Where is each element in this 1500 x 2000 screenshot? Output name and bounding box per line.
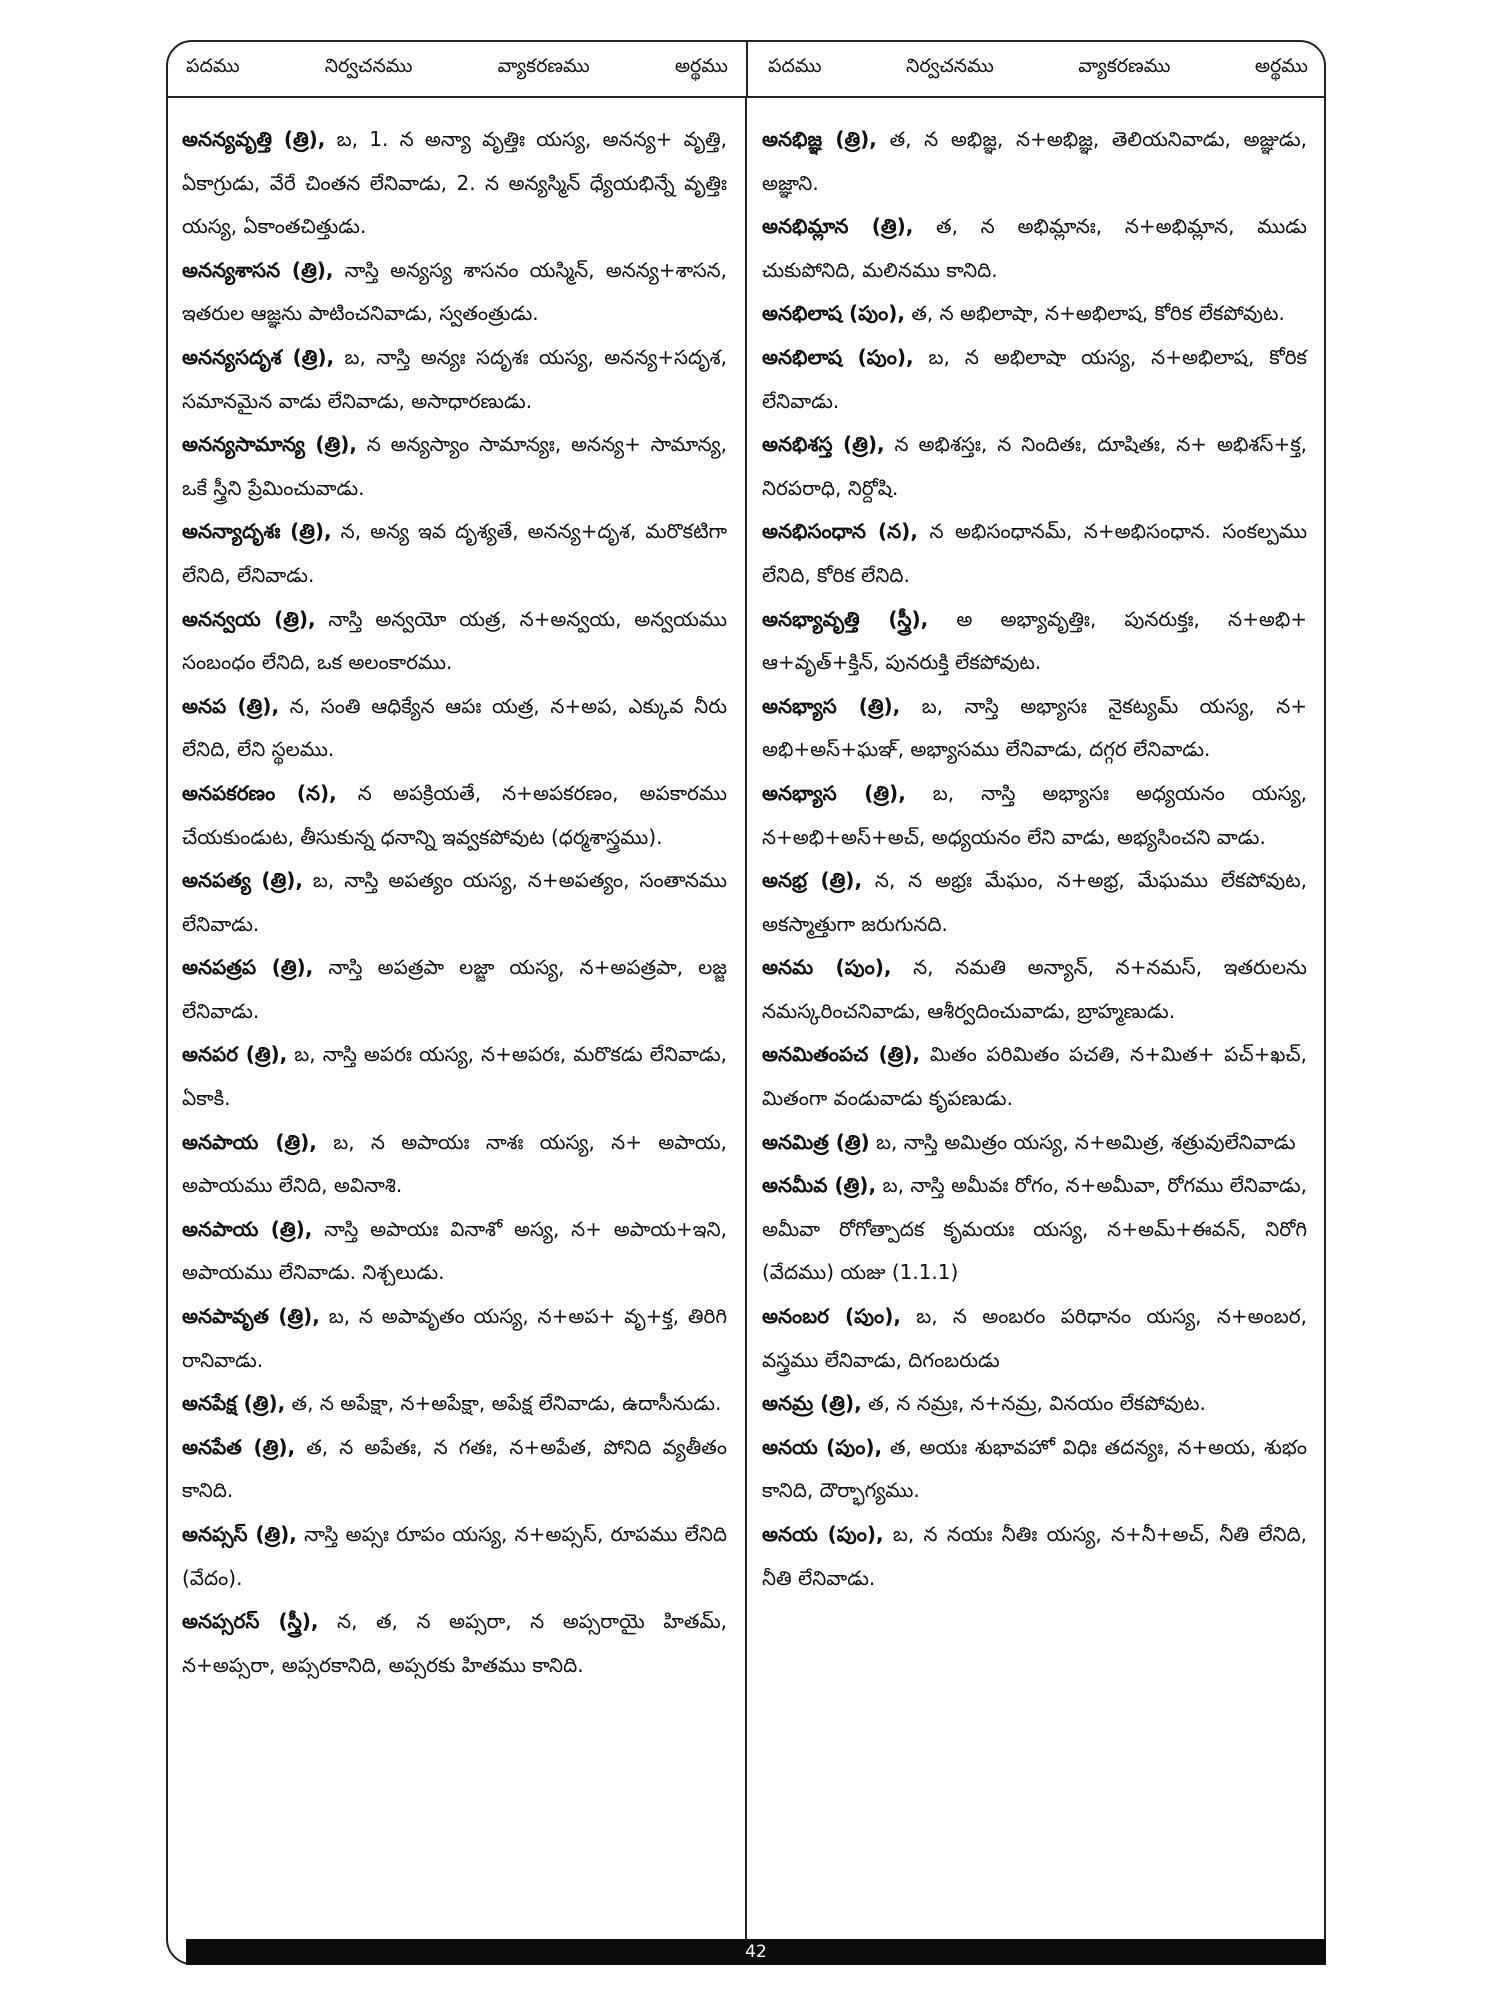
header-definition: నిర్వచనము	[906, 54, 994, 77]
entry-definition: త, న అపేక్షా, న+అపేక్షా, అపేక్ష లేనివాడు, ఉదాసీనుడు.	[285, 1391, 722, 1416]
entry-definition: న, సంతి ఆధిక్యేన ఆపః యత్ర, న+అప, ఎక్కువ నీరు లేనిది, లేని స్థలము.	[182, 693, 727, 762]
dictionary-entry	[762, 859, 1307, 946]
headword: అనపేక్ష (త్రి),	[182, 1391, 286, 1416]
entry-definition: బ, న నయః నీతిః యస్య, న+నీ+అచ్, నీతి లేనిది, నీతి లేనివాడు.	[762, 1522, 1308, 1590]
entry-definition: నాస్తి అపాయః వినాశో అస్య, న+ అపాయ+ఇని, అపాయము లేనివాడు. నిశ్చలుడు.	[182, 1216, 727, 1285]
entry-definition: బ, నాస్తి అపరః యస్య, న+అపరః, మరొకడు లేనివాడు, ఏకాకి.	[182, 1042, 727, 1111]
header-grammar: వ్యాకరణము	[1078, 54, 1171, 77]
headword: అనభ్యావృత్తి (స్త్రీ),	[762, 606, 929, 631]
dictionary-entry	[182, 1208, 727, 1295]
entry-definition: నాస్తి అన్యస్య శాసనం యస్మిన్, అనన్య+శాసన, ఇతరుల ఆజ్ఞను పాటించనివాడు, స్వతంత్రుడు.	[182, 257, 728, 326]
headword: అనభిసంధాన (న),	[762, 519, 918, 544]
dictionary-entry	[762, 1033, 1307, 1120]
dictionary-entry	[762, 510, 1307, 597]
entry-definition: బ, నాస్తి అమీవః రోగం, న+అమీవా, రోగము లేనివాడు, అమీవా రోగోత్పాదక కృమయః యస్య, న+అమ్+ఈవన్, నిరోగి (వేదము) యజు (1.1.1)	[762, 1173, 1307, 1285]
dictionary-entry	[762, 1426, 1307, 1513]
dictionary-entry	[182, 423, 727, 510]
dictionary-entry	[182, 1600, 727, 1687]
dictionary-entry	[762, 1513, 1307, 1600]
header-left	[166, 40, 746, 96]
dictionary-entry	[762, 423, 1307, 510]
headword: అనమ్ర (త్రి),	[762, 1391, 862, 1416]
headword: అనమిత్ర (త్రి)	[762, 1129, 870, 1154]
entry-definition: న అభిశస్తః, న నిందితః, దూషితః, న+ అభిశస్+క్త, నిరపరాధి, నిర్దోషి.	[762, 432, 1308, 500]
entry-definition: త, న నమ్రః, న+నమ్ర, వినయం లేకపోవుట.	[861, 1391, 1206, 1416]
headword: అనన్వయ (త్రి),	[182, 606, 316, 631]
column-divider	[745, 98, 747, 1940]
entry-definition: నాస్తి అప్సః రూపం యస్య, న+అప్సస్, రూపము లేనిది (వేదం).	[182, 1522, 727, 1590]
entry-definition: బ, న అపాయః నాశః యస్య, న+ అపాయ, అపాయము లేనిది, అవినాశి.	[182, 1129, 727, 1198]
page-footer	[186, 1939, 1326, 1965]
dictionary-entry	[182, 1033, 727, 1120]
headword: అనన్యాదృశః (త్రి),	[182, 519, 332, 544]
dictionary-entry	[182, 1121, 727, 1208]
entry-definition: బ, నాస్తి అపత్యం యస్య, న+అపత్యం, సంతానము లేనివాడు.	[182, 868, 727, 936]
entry-definition: న అన్యస్యాం సామాన్యః, అనన్య+ సామాన్య, ఒకే స్త్రీని ప్రేమించువాడు.	[182, 432, 727, 500]
headword: అనపాయ (త్రి),	[182, 1216, 313, 1241]
dictionary-entry	[182, 1426, 727, 1513]
headword: అనపత్య (త్రి),	[182, 868, 303, 893]
headword: అనప్సస్ (త్రి),	[182, 1522, 297, 1546]
headword: అనయ (పుం),	[762, 1522, 884, 1546]
headword: అనన్యవృత్తి (త్రి),	[182, 127, 326, 151]
headword: అనపర (త్రి),	[182, 1042, 288, 1067]
header-definition: నిర్వచనము	[324, 54, 413, 77]
column-header	[166, 40, 1326, 98]
entry-definition: త, అయః శుభావహో విధిః తదన్యః, న+అయ, శుభం కానిది, దౌర్భాగ్యము.	[762, 1434, 1307, 1503]
dictionary-entry	[762, 772, 1307, 859]
header-word: పదము	[768, 54, 822, 77]
headword: అనమ (పుం),	[762, 955, 892, 980]
headword: అనంబర (పుం),	[762, 1304, 901, 1329]
entry-definition: త, న అభిలాషా, న+అభిలాష, కోరిక లేకపోవుట.	[904, 301, 1285, 326]
dictionary-entry	[182, 1382, 727, 1426]
entry-definition: న, త, న అప్సరా, న అప్సరాయై హితమ్, న+అప్సరా, అప్సరకానిది, అప్సరకు హితము కానిది.	[182, 1609, 727, 1677]
entry-definition: త, న అభిజ్ఞ, న+అభిజ్ఞ, తెలియనివాడు, అజ్ఞుడు, అజ్ఞాని.	[762, 127, 1307, 195]
dictionary-entry	[762, 1121, 1307, 1165]
headword: అనన్యసామాన్య (త్రి),	[182, 432, 357, 457]
dictionary-entry	[762, 598, 1307, 685]
entry-definition: న అపక్రియతే, న+అపకరణం, అపకారము చేయకుండుట, తీసుకున్న ధనాన్ని ఇవ్వకపోవుట (ధర్మశాస్త్రము).	[182, 780, 727, 849]
entry-definition: బ, న అపావృతం యస్య, న+అప+ వృ+క్త, తిరిగి రానివాడు.	[182, 1304, 728, 1372]
headword: అనభిజ్ఞ (త్రి),	[762, 127, 877, 151]
dictionary-entry	[182, 118, 727, 249]
right-column	[762, 118, 1307, 1600]
headword: అనభిలాష (పుం),	[762, 344, 914, 369]
entry-definition: బ, నాస్తి అమిత్రం యస్య, న+అమిత్ర, శత్రువులేనివాడు	[869, 1129, 1296, 1154]
headword: అనపావృత (త్రి),	[182, 1304, 320, 1329]
header-right	[746, 40, 1326, 96]
entry-definition: బ, 1. న అన్యా వృత్తిః యస్య, అనన్య+ వృత్తి, ఏకాగ్రుడు, వేరే చింతన లేనివాడు, 2. న అన్యస్మిన్ ధ్యేయభిన్నే వృత్తిః యస్య, ఏకాంతచిత్తుడు.	[182, 127, 727, 239]
header-grammar: వ్యాకరణము	[497, 54, 590, 77]
headword: అనభిశస్త (త్రి),	[762, 432, 885, 457]
dictionary-entry	[762, 205, 1307, 292]
dictionary-entry	[182, 1513, 727, 1600]
headword: అనపేత (త్రి),	[182, 1434, 296, 1459]
dictionary-entry	[182, 598, 727, 685]
dictionary-entry	[762, 292, 1307, 336]
dictionary-entry	[762, 1295, 1307, 1382]
entry-definition: న, అన్య ఇవ దృశ్యతే, అనన్య+దృశ, మరొకటిగా లేనిది, లేనివాడు.	[182, 519, 727, 587]
page-number: 42	[745, 1942, 767, 1962]
header-word: పదము	[186, 54, 240, 77]
headword: అనభ్ర (త్రి),	[762, 868, 863, 893]
entry-definition: త, న అభిమ్లానః, న+అభిమ్లాన, ముడు చుకుపోనిది, మలినము కానిది.	[762, 214, 1307, 282]
headword: అనయ (పుం),	[762, 1434, 883, 1459]
header-meaning: అర్థము	[674, 54, 728, 77]
dictionary-entry	[762, 946, 1307, 1033]
header-meaning: అర్థము	[1254, 54, 1308, 77]
dictionary-entry	[182, 685, 727, 772]
entry-definition: బ, న అంబరం పరిధానం యస్య, న+అంబర, వస్త్రము లేనివాడు, దిగంబరుడు	[762, 1304, 1307, 1372]
dictionary-entry	[762, 685, 1307, 772]
entry-definition: న, న అభ్రః మేఘం, న+అభ్ర, మేఘము లేకపోవుట, అకస్మాత్తుగా జరుగునది.	[762, 868, 1307, 936]
entry-definition: త, న అపేతః, న గతః, న+అపేత, పోనిది వ్యతీతం కానిది.	[182, 1434, 727, 1503]
headword: అనప (త్రి),	[182, 693, 280, 718]
dictionary-entry	[182, 859, 727, 946]
dictionary-entry	[182, 510, 727, 597]
dictionary-entry	[762, 118, 1307, 205]
headword: అనపకరణం (న),	[182, 780, 337, 805]
headword: అనపాయ (త్రి),	[182, 1129, 317, 1154]
headword: అనభిలాష (పుం),	[762, 301, 905, 326]
headword: అనన్యసదృశ (త్రి),	[182, 344, 335, 369]
entry-definition: న, నమతి అన్యాన్, న+నమస్, ఇతరులను నమస్కరించనివాడు, ఆశీర్వదించువాడు, బ్రాహ్మణుడు.	[762, 955, 1307, 1023]
headword: అనభ్యాస (త్రి),	[762, 780, 906, 805]
entry-definition: బ, నాస్తి అభ్యాసః అధ్యయనం యస్య, న+అభి+అస్+అచ్, అధ్యయనం లేని వాడు, అభ్యసించని వాడు.	[762, 780, 1307, 849]
entry-definition: న అభిసంధానమ్, న+అభిసంధాన. సంకల్పము లేనిది, కోరిక లేనిది.	[762, 519, 1307, 587]
entry-definition: బ, నాస్తి అభ్యాసః నైకట్యమ్ యస్య, న+ అభి+అస్+ఘఞ్, అభ్యాసము లేనివాడు, దగ్గర లేనివాడు.	[762, 693, 1307, 762]
entry-definition: నాస్తి అపత్రపా లజ్జా యస్య, న+అపత్రపా, లజ్జ లేనివాడు.	[182, 955, 727, 1023]
headword: అనపత్రప (త్రి),	[182, 955, 314, 980]
entry-definition: బ, నాస్తి అన్యః సదృశః యస్య, అనన్య+సదృశ, సమానమైన వాడు లేనివాడు, అసాధారణుడు.	[182, 344, 727, 413]
entry-definition: అ అభ్యావృత్తిః, పునరుక్తః, న+అభి+ ఆ+వృత్+క్తిన్, పునరుక్తి లేకపోవుట.	[762, 606, 1308, 675]
entry-definition: మితం పరిమితం పచతి, న+మిత+ పచ్+ఖచ్, మితంగా వండువాడు కృపణుడు.	[762, 1042, 1307, 1111]
left-column	[182, 118, 727, 1687]
headword: అనభిమ్లాన (త్రి),	[762, 214, 914, 239]
dictionary-entry	[182, 336, 727, 423]
headword: అనప్సరస్ (స్త్రీ),	[182, 1609, 319, 1634]
entry-definition: నాస్తి అన్వయో యత్ర, న+అన్వయ, అన్వయము సంబంధం లేనిది, ఒక అలంకారము.	[182, 606, 727, 675]
dictionary-entry	[762, 1382, 1307, 1426]
headword: అనమీవ (త్రి),	[762, 1173, 877, 1198]
dictionary-entry	[762, 336, 1307, 423]
entry-definition: బ, న అభిలాషా యస్య, న+అభిలాష, కోరిక లేనివాడు.	[762, 344, 1307, 413]
dictionary-entry	[182, 772, 727, 859]
headword: అనభ్యాస (త్రి),	[762, 693, 901, 718]
dictionary-entry	[182, 946, 727, 1033]
headword: అనన్యశాసన (త్రి),	[182, 257, 334, 282]
dictionary-entry	[182, 1295, 727, 1382]
headword: అనమితంపచ (త్రి),	[762, 1042, 921, 1067]
dictionary-entry	[762, 1164, 1307, 1295]
dictionary-entry	[182, 249, 727, 336]
